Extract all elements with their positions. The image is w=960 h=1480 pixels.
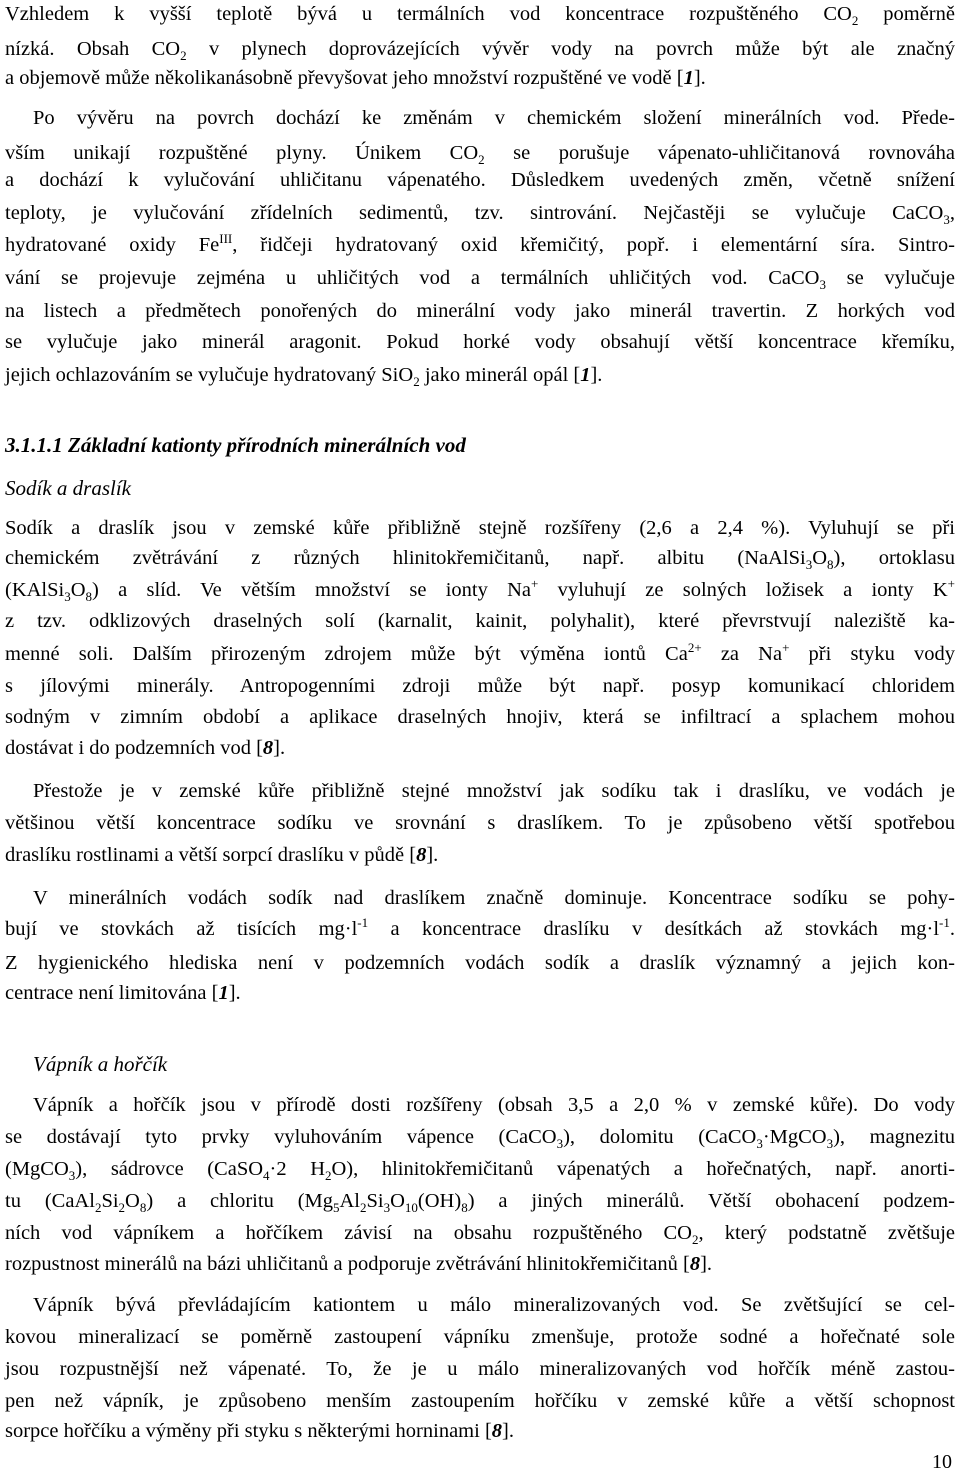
para3-line-1: Sodík a draslík jsou v zemské kůře přibližně stejně rozšířeny (2,6 a 2,4 %). Vyluhují se při bbox=[5, 517, 955, 539]
para7-line-4: pen než vápník, je způsobeno menším zastoupením hořčíku v zemské kůře a větší schopnost bbox=[5, 1390, 955, 1412]
para4-line-3: draslíku rostlinami a větší sorpcí draslíku v půdě [8]. bbox=[5, 844, 439, 866]
para5-line-3: Z hygienického hlediska není v podzemních vodách sodík a draslík významný a jejich kon- bbox=[5, 952, 955, 974]
para3-line-8: dostávat i do podzemních vod [8]. bbox=[5, 737, 286, 759]
para1-line-3: a objemově může několikanásobně převyšovat jeho množství rozpuštěné ve vodě [1]. bbox=[5, 67, 706, 89]
para6-line-6: rozpustnost minerálů na bázi uhličitanů a podporuje zvětrávání hlinitokřemičitanů [8]. bbox=[5, 1253, 713, 1275]
para4-line-2: většinou větší koncentrace sodíku ve srovnání s draslíkem. To je způsobeno větší spotřebou bbox=[5, 812, 955, 834]
para2-line-5: hydratované oxidy $Fe^{III}$, řidčeji hydratovaný oxid křemičitý, popř. i elementární síra. Sintro- bbox=[5, 231, 956, 256]
para3-line-5: menné soli. Dalším přirozeným zdrojem může být výměna iontů $Ca^{2+}$ za Na+ při styku vody bbox=[5, 640, 955, 665]
para7-line-5: sorpce hořčíku a výměny při styku s některými horninami [8]. bbox=[5, 1420, 514, 1442]
para6-line-5: ních vod vápníkem a hořčíkem závisí na obsahu rozpuštěného $CO_2$, který podstatně zvětšuje bbox=[5, 1222, 956, 1248]
para2-line-8: se vylučuje jako minerál aragonit. Pokud horké vody obsahují větší koncentrace křemíku, bbox=[5, 331, 955, 353]
para2-line-2: vším unikají rozpuštěné plyny. Únikem $CO_2$ se porušuje vápenato-uhličitanová rovnováha bbox=[5, 142, 955, 168]
para3-line-6: s jílovými minerály. Antropogenními zdroji může být např. posyp komunikací chloridem bbox=[5, 675, 955, 697]
para3-line-4: z tzv. odklizových draselných solí (karnalit, kainit, polyhalit), které převrstvují naleziště ka- bbox=[5, 610, 955, 632]
para3-line-2: chemickém zvětrávání z různých hlinitokřemičitanů, např. albitu $(NaAlSi_3O_8)$, ortoklasu bbox=[5, 547, 955, 573]
para5-line-2: bují ve stovkách až tisících $mg\cdot l^{-1}$ a koncentrace draslíku v desítkách až stovkách $mg\cdot l^{-1}$. bbox=[5, 915, 956, 940]
para5-line-4: centrace není limitována [1]. bbox=[5, 982, 241, 1004]
para6-line-2: se dostávají tyto prvky vyluhováním vápence (CaCO$_3$), dolomitu (CaCO$_3$·MgCO$_3$), magnezitu bbox=[5, 1126, 956, 1152]
para2-line-7: na listech a předmětech ponořených do minerální vody jako minerál travertin. Z horkých vod bbox=[5, 300, 955, 322]
para7-line-1: Vápník bývá převládajícím kationtem u málo mineralizovaných vod. Se zvětšující se cel- bbox=[33, 1294, 955, 1316]
para6-line-3: (MgCO$_3$), sádrovce (CaSO$_4$·2 $H_2O$), hlinitokřemičitanů vápenatých a hořečnatých, např. anorti- bbox=[5, 1158, 956, 1184]
para2-line-4: teploty, je vylučování zřídelních sedimentů, tzv. sintrování. Nejčastěji se vylučuje CaCO$_3$, bbox=[5, 202, 955, 228]
para2-line-6: vání se projevuje zejména u uhličitých vod a termálních uhličitých vod. CaCO$_3$ se vylučuje bbox=[5, 267, 955, 293]
para7-line-3: jsou rozpustnější než vápenaté. To, že je u málo mineralizovaných vod hořčík méně zastou- bbox=[5, 1358, 955, 1380]
page-number: 10 bbox=[932, 1451, 952, 1473]
para1-line-1: Vzhledem k vyšší teplotě bývá u termálních vod koncentrace rozpuštěného $CO_2$ poměrně bbox=[5, 3, 955, 29]
section-heading: 3.1.1.1 Základní kationty přírodních minerálních vod bbox=[5, 433, 466, 457]
para5-line-1: V minerálních vodách sodík nad draslíkem značně dominuje. Koncentrace sodíku se pohy- bbox=[33, 887, 955, 909]
subheading-calcium-magnesium: Vápník a hořčík bbox=[33, 1052, 168, 1076]
para2-line-9: jejich ochlazováním se vylučuje hydratovaný SiO$_2$ jako minerál opál [1]. bbox=[5, 364, 603, 390]
subheading-sodium-potassium: Sodík a draslík bbox=[5, 476, 131, 500]
para2-line-1: Po vývěru na povrch dochází ke změnám v chemickém složení minerálních vod. Přede- bbox=[33, 107, 955, 129]
para4-line-1: Přestože je v zemské kůře přibližně stejné množství jak sodíku tak i draslíku, ve vodách je bbox=[33, 780, 955, 802]
para6-line-4: tu $(CaAl_2Si_2O_8)$ a chloritu $(Mg_5Al_2Si_3O_{10}(OH)_8)$ a jiných minerálů. Větší obohacení podzem- bbox=[5, 1190, 955, 1216]
para3-line-3: $(KAlSi_3O_8)$ a slíd. Ve větším množství se ionty Na+ vyluhují ze solných ložisek a ionty K+ bbox=[5, 576, 955, 605]
para1-line-2: nízká. Obsah $CO_2$ v plynech doprovázejících vývěr vody na povrch může být ale značný bbox=[5, 38, 955, 64]
para6-line-1: Vápník a hořčík jsou v přírodě dosti rozšířeny (obsah 3,5 a 2,0 % v zemské kůře). Do vody bbox=[33, 1094, 955, 1116]
para2-line-3: a dochází k vylučování uhličitanu vápenatého. Důsledkem uvedených změn, včetně snížení bbox=[5, 169, 955, 191]
para3-line-7: sodným v zimním období a aplikace draselných hnojiv, která se infiltrací a splachem mohou bbox=[5, 706, 955, 728]
para7-line-2: kovou mineralizací se poměrně zastoupení vápníku zmenšuje, protože sodné a hořečnaté sole bbox=[5, 1326, 955, 1348]
